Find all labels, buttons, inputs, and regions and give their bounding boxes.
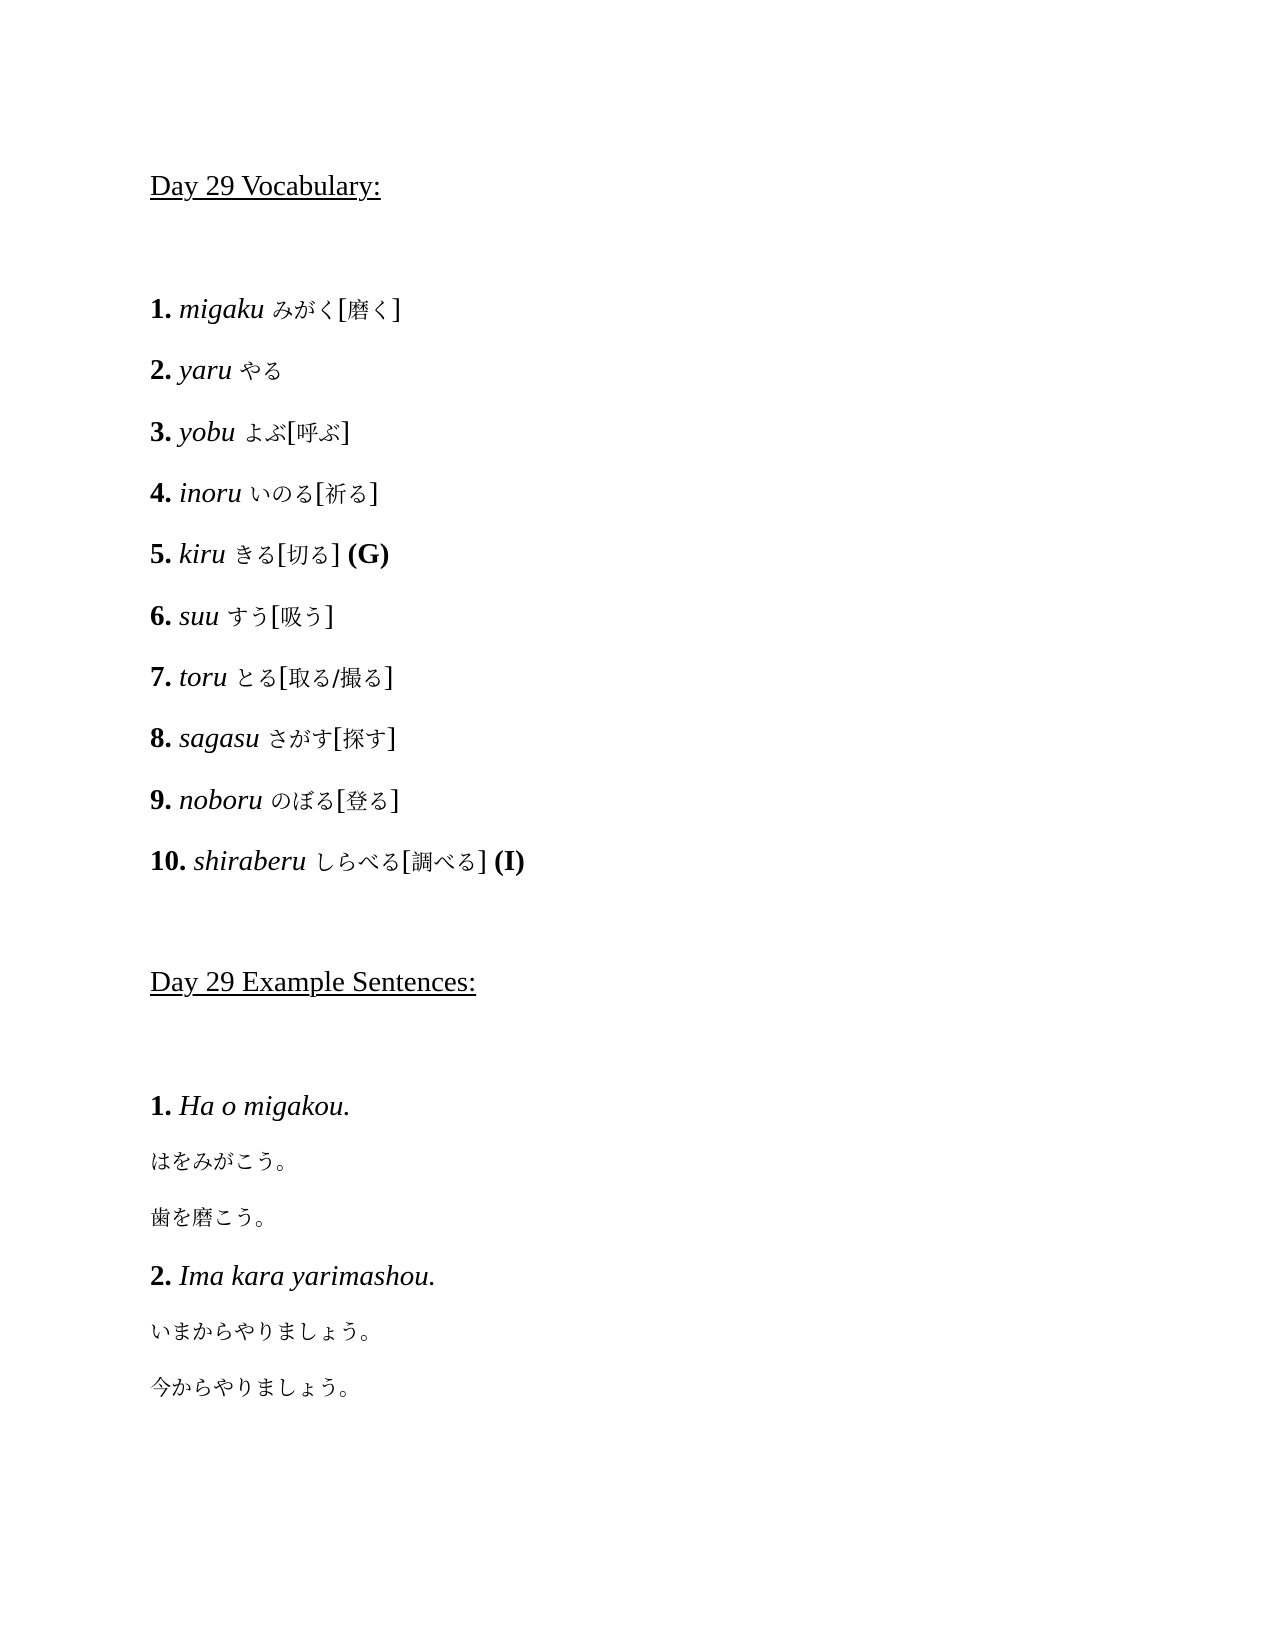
example-sentences-heading: Day 29 Example Sentences: bbox=[150, 966, 477, 998]
kanji: 探す bbox=[342, 728, 387, 753]
romaji: noboru bbox=[179, 784, 263, 816]
item-number: 6. bbox=[150, 600, 172, 632]
vocab-item bbox=[150, 847, 525, 876]
kanji: 切る bbox=[286, 544, 331, 569]
romaji: kiru bbox=[179, 538, 226, 570]
vocab-item bbox=[150, 418, 350, 447]
romaji: shiraberu bbox=[193, 845, 307, 877]
romaji: sagasu bbox=[179, 722, 260, 754]
kana: いのる bbox=[249, 483, 316, 508]
example-romaji: Ima kara yarimashou. bbox=[179, 1260, 436, 1292]
romaji: yaru bbox=[179, 354, 233, 386]
close-bracket: ] bbox=[391, 293, 401, 325]
close-bracket: ] bbox=[389, 784, 400, 816]
kana: しらべる bbox=[313, 851, 402, 876]
kanji: 祈る bbox=[324, 483, 369, 508]
kanji: 吸う bbox=[280, 606, 325, 631]
example-kanji: 歯を磨こう。 bbox=[150, 1206, 276, 1230]
close-bracket: ] bbox=[330, 538, 341, 570]
close-bracket: ] bbox=[383, 661, 394, 693]
item-number: 8. bbox=[150, 722, 172, 754]
vocab-item bbox=[150, 295, 401, 324]
open-bracket: [ bbox=[401, 845, 412, 877]
kana: とる bbox=[234, 667, 279, 692]
close-bracket: ] bbox=[324, 600, 334, 632]
vocab-item bbox=[150, 479, 378, 508]
kana: きる bbox=[232, 544, 277, 569]
item-number: 3. bbox=[150, 416, 172, 448]
close-bracket: ] bbox=[340, 416, 350, 448]
kanji: 登る bbox=[345, 790, 390, 815]
vocab-item bbox=[150, 602, 334, 631]
item-number: 2. bbox=[150, 354, 172, 386]
example-kanji: 今からやりましょう。 bbox=[150, 1376, 360, 1400]
open-bracket: [ bbox=[270, 600, 281, 632]
kana: みがく bbox=[271, 299, 338, 324]
romaji: migaku bbox=[179, 293, 265, 325]
vocab-item bbox=[150, 724, 396, 753]
kanji: 磨く bbox=[347, 299, 392, 324]
open-bracket: [ bbox=[286, 416, 297, 448]
open-bracket: [ bbox=[278, 661, 289, 693]
example-romaji-line bbox=[150, 1092, 351, 1121]
example-number: 1. bbox=[150, 1090, 172, 1122]
close-bracket: ] bbox=[386, 722, 397, 754]
kanji: 取る/撮る bbox=[288, 667, 384, 692]
open-bracket: [ bbox=[336, 784, 346, 816]
vocab-item bbox=[150, 540, 389, 569]
close-bracket: ] bbox=[368, 477, 379, 509]
kana: やる bbox=[239, 360, 284, 385]
romaji: yobu bbox=[179, 416, 236, 448]
item-number: 5. bbox=[150, 538, 172, 570]
vocab-item bbox=[150, 663, 393, 692]
kana: さがす bbox=[266, 728, 333, 753]
kana: すう bbox=[226, 606, 271, 631]
item-number: 10. bbox=[150, 845, 187, 877]
item-number: 7. bbox=[150, 661, 172, 693]
kana: よぶ bbox=[242, 422, 287, 447]
example-kana: はをみがこう。 bbox=[150, 1150, 297, 1174]
close-bracket: ] bbox=[477, 845, 487, 877]
example-kana: いまからやりましょう。 bbox=[150, 1320, 381, 1344]
open-bracket: [ bbox=[276, 538, 287, 570]
verb-group-tag: (G) bbox=[347, 538, 390, 570]
kana: のぼる bbox=[270, 790, 337, 815]
verb-group-tag: (I) bbox=[494, 845, 525, 877]
vocabulary-heading: Day 29 Vocabulary: bbox=[150, 170, 381, 202]
open-bracket: [ bbox=[337, 293, 348, 325]
vocab-item bbox=[150, 786, 399, 815]
example-romaji: Ha o migakou. bbox=[179, 1090, 351, 1122]
vocab-item bbox=[150, 356, 283, 385]
romaji: toru bbox=[179, 661, 228, 693]
item-number: 1. bbox=[150, 293, 172, 325]
kanji: 呼ぶ bbox=[296, 422, 341, 447]
open-bracket: [ bbox=[315, 477, 325, 509]
example-number: 2. bbox=[150, 1260, 172, 1292]
romaji: inoru bbox=[179, 477, 242, 509]
item-number: 4. bbox=[150, 477, 172, 509]
kanji: 調べる bbox=[411, 851, 478, 876]
item-number: 9. bbox=[150, 784, 172, 816]
romaji: suu bbox=[179, 600, 220, 632]
open-bracket: [ bbox=[332, 722, 343, 754]
example-romaji-line bbox=[150, 1262, 436, 1291]
